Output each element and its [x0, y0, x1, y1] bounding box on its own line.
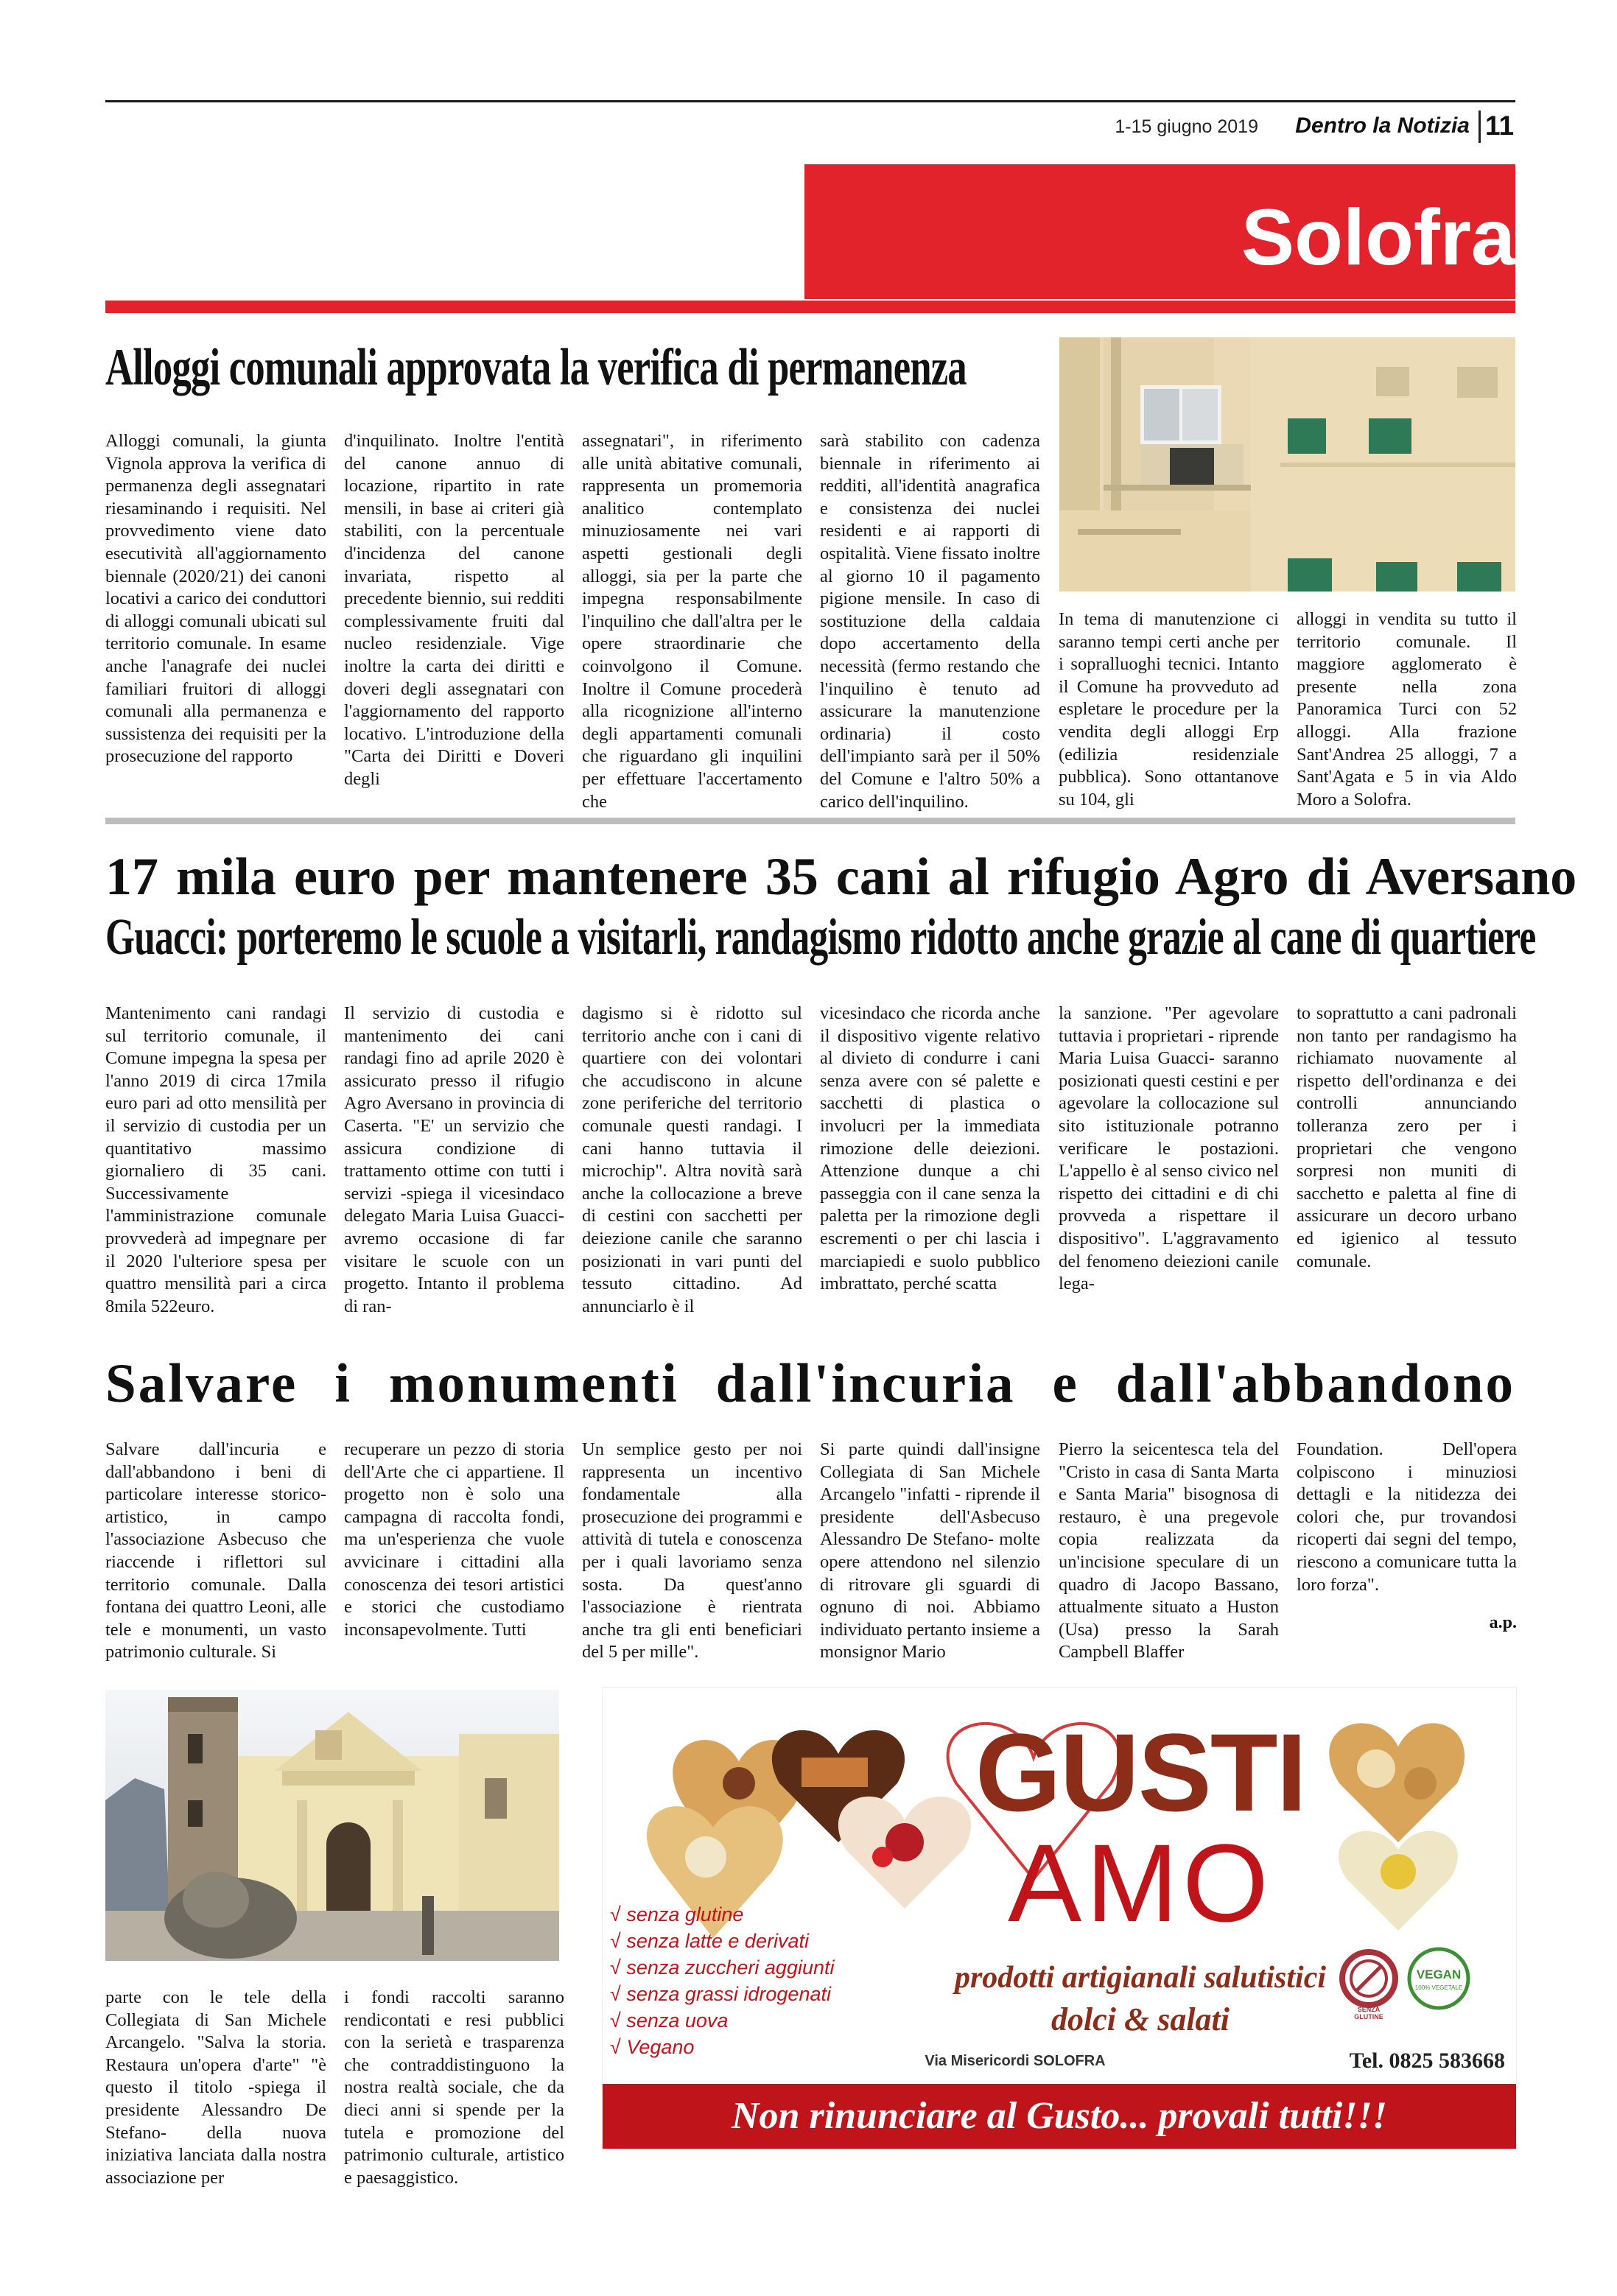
ad-badge-gluten-label: SENZA GLUTINE [1354, 2006, 1383, 2021]
header-separator [1479, 110, 1481, 143]
ad-slogan: Non rinunciare al Gusto... provali tutti!!! [732, 2095, 1387, 2137]
page-number: 11 [1485, 110, 1515, 141]
article2-headline: 17 mila euro per mantenere 35 cani al rifugio Agro di Aversano [105, 847, 1577, 906]
church-illustration [105, 1690, 559, 1961]
article1-col2: d'inquilinato. Inoltre l'entità del canone annuo di locazione, ripartito in rate mensili, in base ai criteri già stabiliti, con la percentuale d'incidenza del canone invariata, rispetto al precedente biennio, sui redditi complessivamente fruiti dal nucleo residenziale. Vige inoltre la carta dei diritti e doveri degli assegnatari con l'aggiornamento del rapporto locativo. L'introduzione della "Carta dei Diritti e Doveri degli [344, 431, 564, 789]
ad-feature: √ senza glutine [610, 1903, 744, 1925]
ad-badge-vegan: VEGAN [1416, 1967, 1462, 1981]
article3-col2-lower: i fondi raccolti saranno rendicontati e resi pubblici con la serietà e trasparenza che contraddistinguono la nostra realtà sociale, che da dieci anni si spende per la tutela e promozione del patrimonio culturale, artistico e paesaggistico. [344, 1987, 564, 2188]
article1-col1: Alloggi comunali, la giunta Vignola approva la verifica di permanenza degli assegnatari riesaminando i requisiti. Nel provvedimento viene dato esecutività all'aggiornamento biennale (2020/21) dei canoni locativi a carico dei conduttori di alloggi comunali ubicati sul territorio comunale. In esame anche l'anagrafe dei nuclei familiari fruitori di alloggi comunali alla permanenza e sussistenza dei requisiti per la prosecuzione del rapporto [105, 431, 326, 767]
section-underline [105, 301, 1515, 313]
gustiamo-advertisement [602, 1687, 1517, 2149]
article3-col3: Un semplice gesto per noi rappresenta un incentivo fondamentale alla prosecuzione dei programmi e attività di tutela e conoscenza per i quali lavoriamo senza sosta. Da quest'anno l'associazione è rientrata anche tra gli enti beneficiari del 5 per mille". [582, 1439, 802, 1663]
top-rule [105, 100, 1515, 102]
article3-signature: a.p. [1489, 1613, 1517, 1632]
article1-headline: Alloggi comunali approvata la verifica di permanenza [105, 339, 967, 396]
ad-address: Via Misericordi SOLOFRA [925, 2053, 1106, 2069]
article3-col2: recuperare un pezzo di storia dell'Arte che ci appartiene. Il progetto non è solo una campagna di raccolta fondi, ma un'esperienza che vuole avvicinare i cittadini alla conoscenza dei tesori artistici e storici che custodiamo inconsapevolmente. Tutti [344, 1439, 564, 1640]
article2-col4: vicesindaco che ricorda anche il dispositivo vigente relativo al divieto di condurre i cani senza avere con sé palette e sacchetti di plastica o involucri per la immediata rimozione delle deiezioni. Attenzione dunque a chi passeggia con il cane senza la paletta per la rimozione degli escrementi o per chi lascia i marciapiedi e suolo pubblico imbrattato, perché scatta [820, 1003, 1040, 1294]
ad-tagline: prodotti artigianali salutistici [954, 1961, 1327, 1995]
article2-col2: Il servizio di custodia e mantenimento dei cani randagi fino ad aprile 2020 è assicurato presso il rifugio Agro Aversano in provincia di Caserta. "E' un servizio che assicura condizione di trattamento ottime con tutti i servizi -spiega il vicesindaco delegato Maria Luisa Guacci- avremo occasione di far visitare le scuole con un progetto. Intanto il problema di ran- [344, 1003, 564, 1316]
ad-brand-top: GUSTI [975, 1710, 1306, 1834]
ad-features-list [610, 1901, 860, 2060]
article1-col3: assegnatari", in riferimento alle unità abitative comunali, rappresenta un promemoria analitico contemplato minuziosamente nei vari aspetti gestionali degli alloggi, sia per la parte che impegna responsabilmente l'inquilino che dall'altra per le opere straordinarie che coinvolgono il Comune. Inoltre il Comune procederà alla ricognizione all'interno degli appartamenti comunali che riguardano gli inquilini per effettuare l'accertamento che [582, 431, 802, 812]
ad-feature: √ Vegano [610, 2036, 695, 2058]
article1-col5: In tema di manutenzione ci saranno tempi certi anche per i sopralluoghi tecnici. Intanto il Comune ha provveduto ad espletare le procedure per la vendita degli alloggi Erp (edilizia residenziale pubblica). Sono ottantanove su 104, gli [1059, 609, 1279, 810]
article3-col5: Pierro la seicentesca tela del "Cristo in casa di Santa Marta e Santa Maria" bisognosa di restauro, è una pregevole copia realizzata da un'incisione speculare di un quadro di Jacopo Bassano, attualmente situato a Huston (Usa) presso la Sarah Campbell Blaffer [1059, 1439, 1279, 1663]
section-title: Solofra [1241, 192, 1515, 281]
ad-feature: √ senza uova [610, 2009, 729, 2032]
publication-name: Dentro la Notizia [1295, 113, 1470, 138]
ad-phone: Tel. 0825 583668 [1349, 2049, 1505, 2073]
ad-feature: √ senza zuccheri aggiunti [610, 1956, 835, 1979]
ad-badge-vegan-sub: 100% VEGETALE [1414, 1984, 1463, 1991]
article3-col1: Salvare dall'incuria e dall'abbandono i beni di particolare interesse storico-artistico, in campo l'associazione Asbecuso che riaccende i riflettori sul territorio comunale. Dalla fontana dei quattro Leoni, alle tele e monumenti, un vasto patrimonio culturale. Si [105, 1439, 326, 1663]
ad-brand-bottom: AMO [1008, 1821, 1273, 1945]
article3-headline: Salvare i monumenti dall'incuria e dall'abbandono [105, 1353, 1515, 1414]
article2-col5: la sanzione. "Per agevolare tuttavia i proprietari - riprende Maria Luisa Guacci- saranno posizionati questi cestini e per agevolare la collocazione sul sito istituzionale potranno verificare le postazioni. L'appello è al senso civico nel rispetto dei cittadini e di chi provveda a rispettare il dispositivo". L'aggravamento del fenomeno deiezioni canile lega- [1059, 1003, 1279, 1294]
ad-feature: √ senza latte e derivati [610, 1930, 809, 1952]
ad-feature: √ senza grassi idrogenati [610, 1983, 831, 2005]
article2-col6: to soprattutto a cani padronali non tanto per randagismo ha richiamato nuovamente al rispetto dell'ordinanza e dei controlli annunciando tolleranza zero per i proprietari che vengono sorpresi non muniti di sacchetto e paletta al fine di assicurare un decoro urbano ed igienico al tessuto comunale. [1297, 1003, 1517, 1271]
article2-col3: dagismo si è ridotto sul territorio anche con i cani di quartiere con dei volontari che accudiscono in alcune zone periferiche del territorio comunale questi randagi. I cani hanno tuttavia il microchip". Altra novità sarà anche la collocazione a breve di cestini con sacchetti per deiezione canile che saranno posizionati in vari punti del tessuto cittadino. Ad annunciarlo è il [582, 1003, 802, 1316]
building-illustration [1059, 337, 1515, 591]
article1-col4: sarà stabilito con cadenza biennale in riferimento ai redditi, all'identità anagrafica e consistenza dei nuclei residenti e ai rapporti di ospitalità. Viene fissato inoltre al giorno 10 il pagamento pigione mensile. In caso di sostituzione della caldaia dopo accertamento della necessità (fermo restando che l'inquilino è tenuto ad assicurare la manutenzione ordinaria) il costo dell'impianto sarà per il 50% del Comune e l'altro 50% a carico dell'inquilino. [820, 431, 1040, 812]
article-separator [105, 818, 1515, 824]
issue-date: 1-15 giugno 2019 [1115, 116, 1258, 137]
ad-tagline-sub: dolci & salati [1051, 2001, 1230, 2037]
article3-col1-lower: parte con le tele della Collegiata di San Michele Arcangelo. "Salva la storia. Restaura un'opera d'arte" "è questo il titolo -spiega il presidente Alessandro De Stefano- della nuova iniziativa lanciata dalla nostra associazione per [105, 1987, 326, 2188]
article2-subheadline: Guacci: porteremo le scuole a visitarli, randagismo ridotto anche grazie al cane di quartiere [105, 909, 1536, 966]
building-photo [1059, 337, 1515, 591]
article1-col6: alloggi in vendita su tutto il territorio comunale. Il maggiore agglomerato è presente nella zona Panoramica Turci con 52 alloggi. Alla frazione Sant'Andrea 25 alloggi, 7 a Sant'Agata e 5 in via Aldo Moro a Solofra. [1297, 609, 1517, 810]
article3-col6: Foundation. Dell'opera colpiscono i minuziosi dettagli e la nitidezza dei colori che, pur trovandosi ricoperti dai segni del tempo, riescono a comunicare tutta la loro forza". [1297, 1439, 1517, 1595]
church-photo [105, 1690, 559, 1961]
article3-col4: Si parte quindi dall'insigne Collegiata di San Michele Arcangelo "infatti - riprende il presidente dell'Asbecuso Alessandro De Stefano- molte opere attendono nel silenzio di ritrovare gli sguardi di ognuno di noi. Abbiamo individuato pertanto insieme a monsignor Mario [820, 1439, 1040, 1663]
article2-col1: Mantenimento cani randagi sul territorio comunale, il Comune impegna la spesa per l'anno 2019 di circa 17mila euro pari ad otto mensilità per il servizio di custodia per un quantitativo massimo giornaliero di 35 cani. Successivamente l'amministrazione comunale provvederà ad impegnare per il 2020 l'ulteriore spesa per quattro mensilità pari a circa 8mila 522euro. [105, 1003, 326, 1316]
